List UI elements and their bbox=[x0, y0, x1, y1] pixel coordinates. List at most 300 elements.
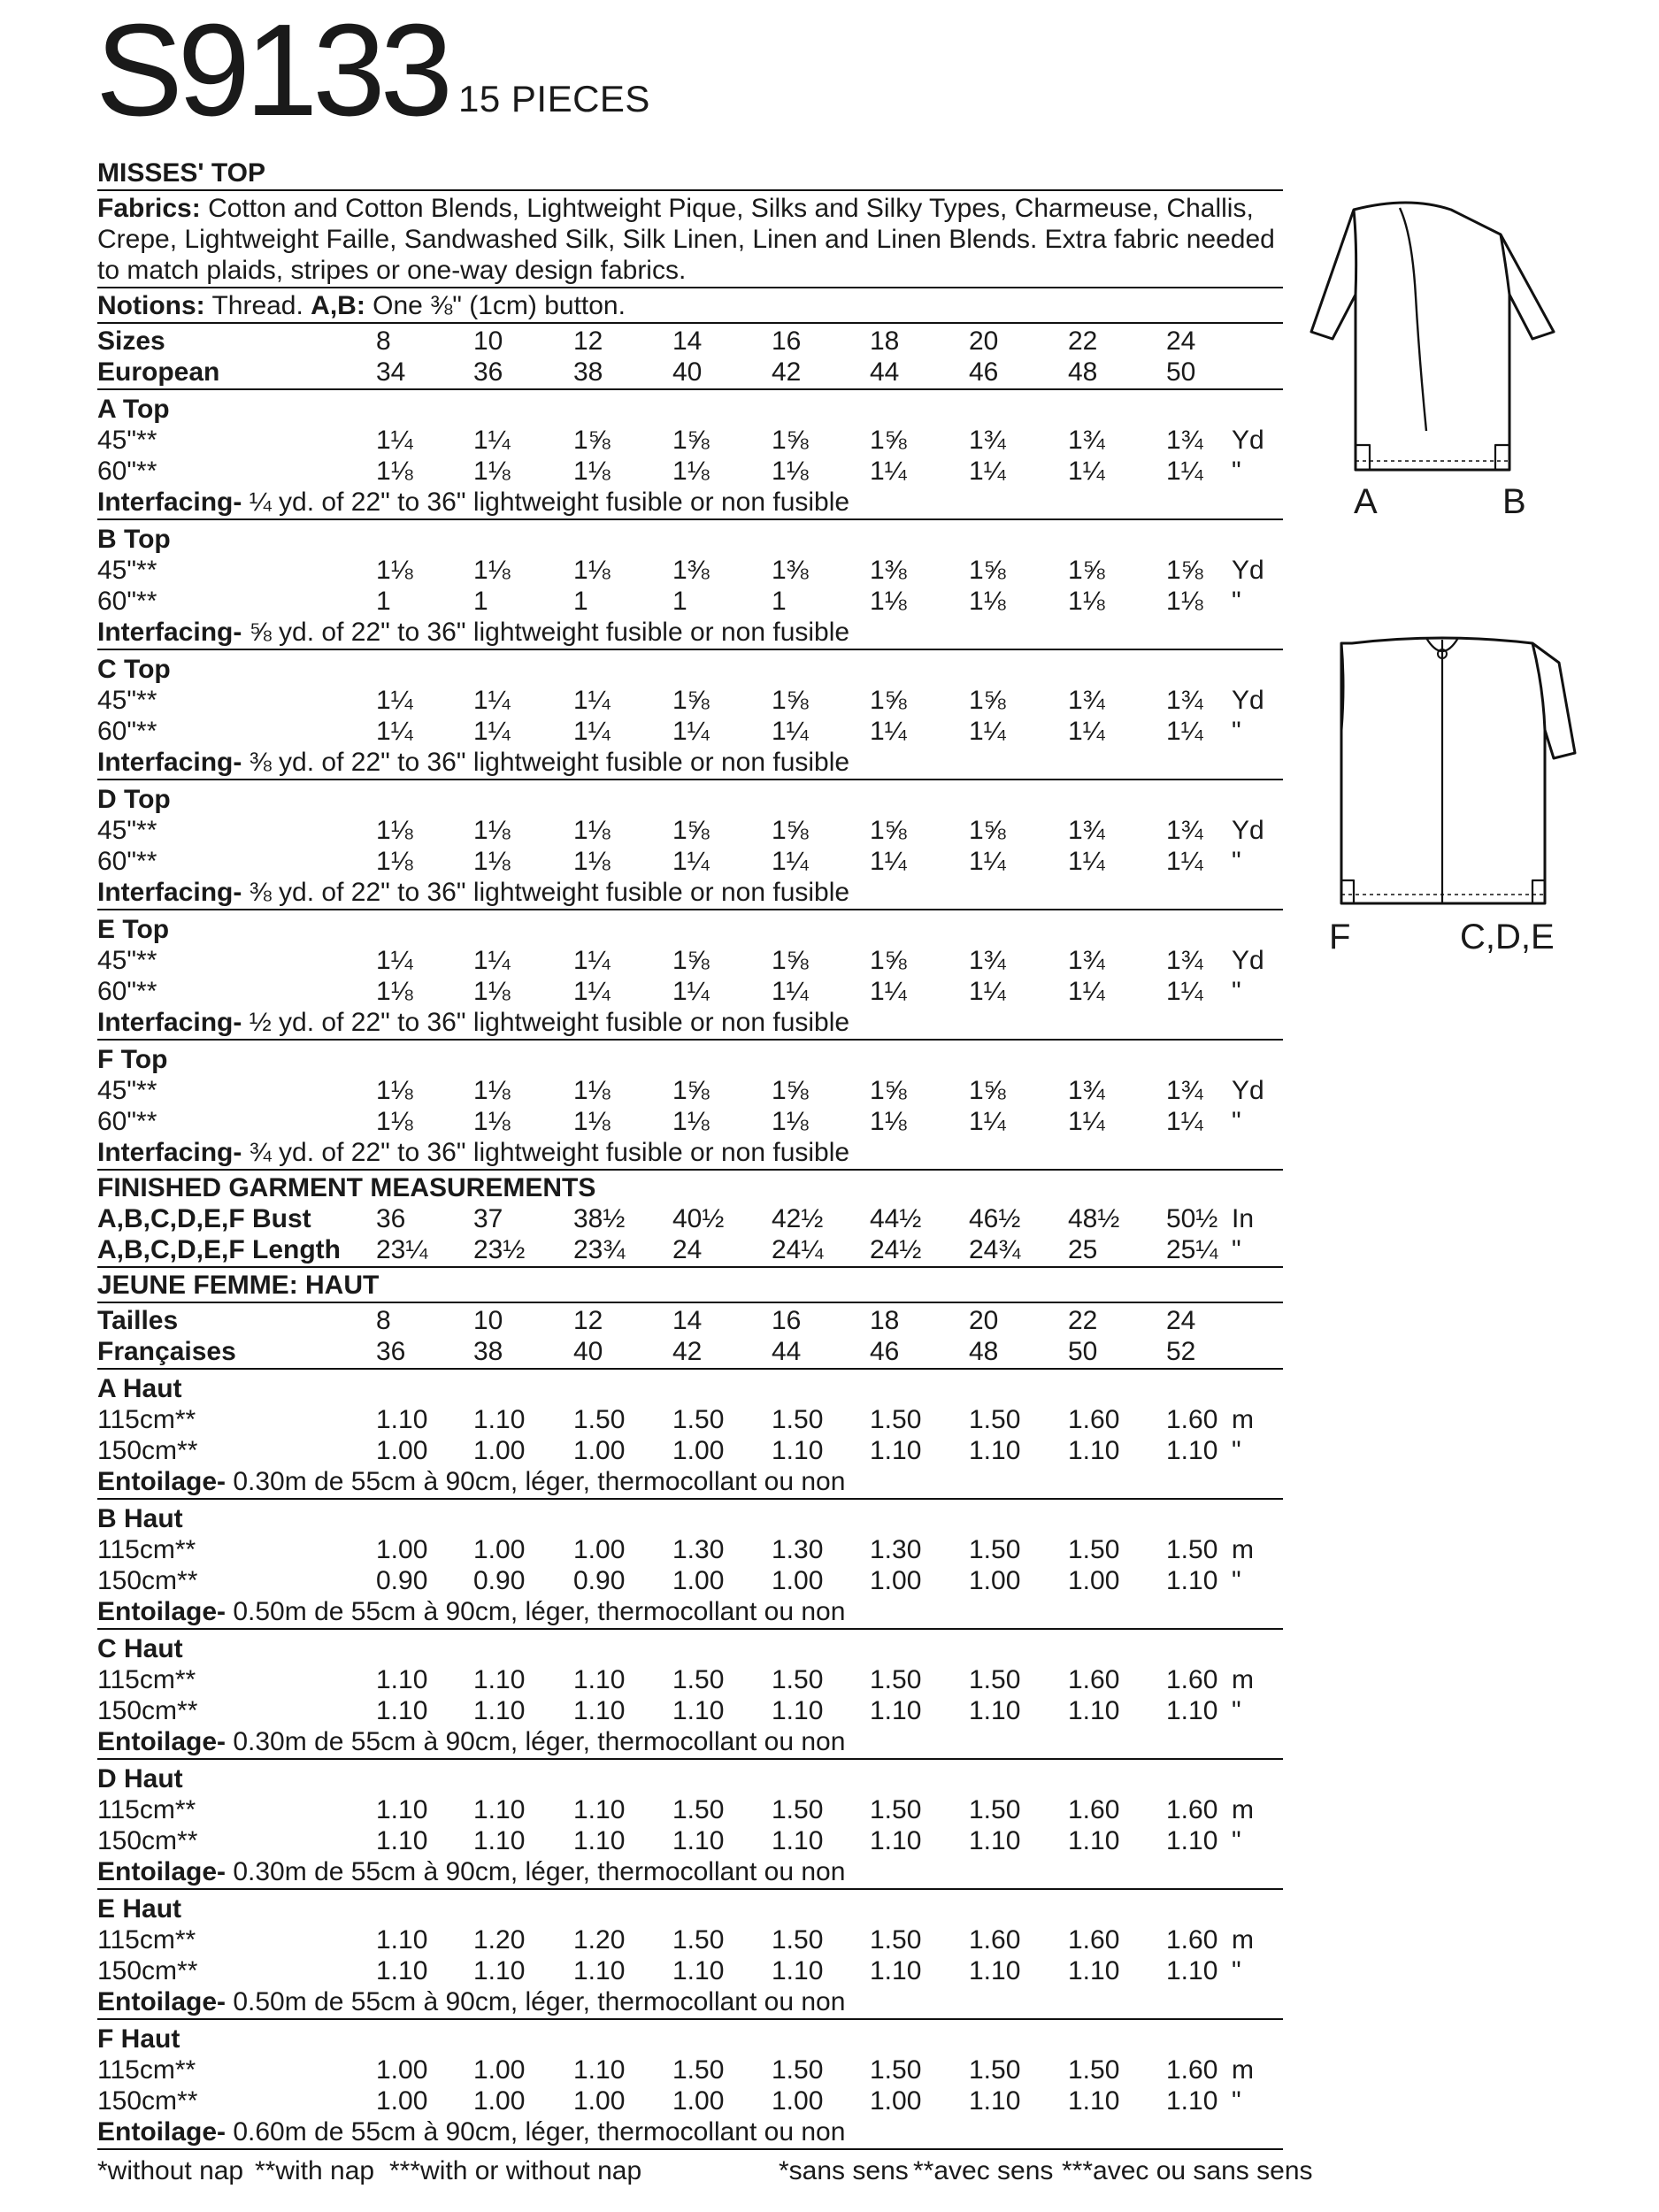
piece-count: 15 PIECES bbox=[458, 78, 650, 119]
row-label: 150cm** bbox=[97, 1826, 198, 1855]
divider bbox=[97, 649, 1283, 650]
size-cell: 0.90 bbox=[376, 1566, 428, 1595]
pattern-number: S9133 bbox=[96, 0, 448, 143]
footnote-fr-3: ***avec ou sans sens bbox=[1062, 2156, 1313, 2185]
interfacing-text: ⅜ yd. of 22" to 36" lightweight fusible or non fusible bbox=[242, 748, 850, 777]
view-block bbox=[97, 1892, 1283, 2017]
size-cell: 40 bbox=[672, 357, 703, 387]
divider bbox=[97, 1169, 1283, 1171]
fabric-width-row bbox=[97, 555, 1283, 586]
fabrics-paragraph bbox=[97, 193, 1283, 286]
size-cell: 14 bbox=[672, 1306, 703, 1335]
size-cell: 16 bbox=[772, 1306, 802, 1335]
yardage-chart bbox=[97, 157, 1313, 2189]
size-cell: 1.50 bbox=[969, 1405, 1021, 1434]
fabric-width-row bbox=[97, 846, 1283, 877]
sizes-table-fr bbox=[97, 1305, 1283, 1367]
size-cell: 1.00 bbox=[573, 1535, 626, 1564]
size-cell: 1¼ bbox=[772, 717, 809, 746]
row-label: 45"** bbox=[97, 686, 157, 715]
section-title-en: MISSES' TOP bbox=[97, 158, 265, 188]
view-title-text: B Haut bbox=[97, 1504, 183, 1533]
front-left-label: A bbox=[1354, 482, 1378, 521]
size-cell: 1.50 bbox=[870, 2055, 922, 2085]
size-cell: 1.30 bbox=[870, 1535, 922, 1564]
size-cell: 1⅛ bbox=[473, 977, 511, 1006]
interfacing-label: Entoilage- bbox=[97, 2117, 227, 2147]
size-cell: 24 bbox=[672, 1235, 703, 1264]
footnote-fr-2: **avec sens bbox=[913, 2156, 1054, 2185]
row-label: 60"** bbox=[97, 847, 157, 876]
view-block bbox=[97, 1632, 1283, 1757]
size-cell: 1¼ bbox=[376, 717, 413, 746]
yardage-views-en bbox=[97, 392, 1283, 1171]
size-cell: 12 bbox=[573, 1306, 603, 1335]
row-label: 150cm** bbox=[97, 1566, 198, 1595]
view-block bbox=[97, 782, 1283, 908]
view-block bbox=[97, 1502, 1283, 1627]
size-cell: 1⅝ bbox=[772, 426, 809, 455]
size-cell: 1¾ bbox=[1068, 1076, 1105, 1105]
view-title-text: C Haut bbox=[97, 1634, 183, 1663]
size-cell: 1⅛ bbox=[376, 556, 413, 585]
row-label: 45"** bbox=[97, 946, 157, 975]
interfacing-line bbox=[97, 617, 1283, 648]
fabric-width-row bbox=[97, 2055, 1283, 2085]
size-cell: 1⅛ bbox=[376, 1107, 413, 1136]
divider bbox=[97, 287, 1283, 288]
interfacing-line bbox=[97, 487, 1283, 518]
view-title bbox=[97, 1044, 1283, 1075]
size-cell: 1⅛ bbox=[473, 1107, 511, 1136]
size-cell: 1.60 bbox=[1166, 1795, 1218, 1824]
fabric-width-row bbox=[97, 2085, 1283, 2116]
size-cell: 1¾ bbox=[1068, 686, 1105, 715]
size-cell: 46½ bbox=[969, 1204, 1021, 1233]
size-cell: 20 bbox=[969, 1306, 999, 1335]
size-cell: 1.10 bbox=[376, 1925, 428, 1955]
interfacing-text: ⅜ yd. of 22" to 36" lightweight fusible or non fusible bbox=[242, 878, 850, 907]
size-cell: 1¾ bbox=[1166, 1076, 1203, 1105]
size-cell: 1⅝ bbox=[969, 1076, 1006, 1105]
view-block bbox=[97, 912, 1283, 1038]
fabric-width-row bbox=[97, 945, 1283, 976]
unit-label: m bbox=[1232, 1405, 1254, 1434]
size-cell: 1⅛ bbox=[1166, 587, 1203, 616]
row-label: 115cm** bbox=[97, 1795, 196, 1824]
size-cell: 1.10 bbox=[1166, 1696, 1218, 1725]
size-cell: 23½ bbox=[473, 1235, 526, 1264]
size-cell: 10 bbox=[473, 1306, 503, 1335]
fabric-width-row bbox=[97, 1955, 1283, 1986]
size-cell: 12 bbox=[573, 326, 603, 356]
size-cell: 1⅛ bbox=[376, 977, 413, 1006]
size-cell: 1.10 bbox=[1166, 1436, 1218, 1465]
size-cell: 1⅛ bbox=[573, 457, 611, 486]
size-cell: 1⅜ bbox=[672, 556, 710, 585]
row-label: 115cm** bbox=[97, 1665, 196, 1694]
divider bbox=[97, 1302, 1283, 1303]
row-label: 45"** bbox=[97, 556, 157, 585]
size-cell: 36 bbox=[376, 1337, 406, 1366]
size-cell: 1.00 bbox=[573, 2086, 626, 2116]
divider bbox=[97, 1266, 1283, 1268]
size-cell: 1.00 bbox=[376, 2055, 428, 2085]
divider bbox=[97, 322, 1283, 324]
size-cell: 10 bbox=[473, 326, 503, 356]
view-block bbox=[97, 522, 1283, 648]
unit-label: " bbox=[1232, 1696, 1241, 1725]
row-label: 150cm** bbox=[97, 1436, 198, 1465]
view-title bbox=[97, 914, 1283, 945]
size-cell: 1¼ bbox=[672, 977, 710, 1006]
size-cell: 1⅛ bbox=[1068, 587, 1105, 616]
size-cell: 1.50 bbox=[870, 1795, 922, 1824]
back-right-label: C,D,E bbox=[1460, 918, 1555, 956]
size-cell: 1⅛ bbox=[573, 1076, 611, 1105]
size-cell: 50½ bbox=[1166, 1204, 1218, 1233]
divider bbox=[97, 1888, 1283, 1890]
size-cell: 1¼ bbox=[1166, 717, 1203, 746]
size-cell: 1.10 bbox=[969, 1956, 1021, 1985]
sizes-row-alt bbox=[97, 1336, 1283, 1367]
size-cell: 1⅝ bbox=[870, 816, 907, 845]
size-cell: 1.00 bbox=[473, 2086, 526, 2116]
size-cell: 1⅝ bbox=[969, 816, 1006, 845]
size-cell: 1¼ bbox=[376, 946, 413, 975]
view-title-text: B Top bbox=[97, 525, 171, 554]
size-cell: 1⅛ bbox=[473, 816, 511, 845]
size-cell: 42 bbox=[672, 1337, 703, 1366]
unit-label: m bbox=[1232, 1795, 1254, 1824]
size-cell: 1⅜ bbox=[870, 556, 907, 585]
divider bbox=[97, 189, 1283, 191]
size-cell: 1.10 bbox=[870, 1696, 922, 1725]
size-cell: 1⅛ bbox=[573, 556, 611, 585]
interfacing-label: Interfacing- bbox=[97, 488, 242, 517]
size-cell: 1¼ bbox=[969, 847, 1006, 876]
size-cell: 1.60 bbox=[1068, 1665, 1120, 1694]
size-cell: 1.10 bbox=[1068, 1956, 1120, 1985]
sizes-row bbox=[97, 1305, 1283, 1336]
size-cell: 1.10 bbox=[1068, 1436, 1120, 1465]
size-cell: 1.00 bbox=[672, 1436, 725, 1465]
view-title bbox=[97, 784, 1283, 815]
size-cell: 14 bbox=[672, 326, 703, 356]
size-cell: 1.50 bbox=[772, 2055, 824, 2085]
interfacing-line bbox=[97, 1726, 1283, 1757]
unit-label: " bbox=[1232, 977, 1241, 1006]
row-label: 45"** bbox=[97, 426, 157, 455]
back-top-drawing bbox=[1327, 633, 1601, 911]
size-cell: 1⅛ bbox=[870, 1107, 907, 1136]
size-cell: 1¼ bbox=[772, 847, 809, 876]
row-label: Françaises bbox=[97, 1337, 236, 1366]
row-label: 60"** bbox=[97, 457, 157, 486]
size-cell: 1¼ bbox=[969, 457, 1006, 486]
size-cell: 50 bbox=[1068, 1337, 1098, 1366]
size-cell: 1⅛ bbox=[969, 587, 1006, 616]
size-cell: 1.10 bbox=[573, 1696, 626, 1725]
size-cell: 1.10 bbox=[573, 1956, 626, 1985]
size-cell: 1.10 bbox=[1166, 1826, 1218, 1855]
divider bbox=[97, 2148, 1283, 2150]
view-block bbox=[97, 1371, 1283, 1497]
size-cell: 1.50 bbox=[969, 1795, 1021, 1824]
size-cell: 38½ bbox=[573, 1204, 626, 1233]
divider bbox=[97, 1368, 1283, 1370]
unit-label: Yd bbox=[1232, 426, 1264, 455]
size-cell: 1 bbox=[473, 587, 488, 616]
size-cell: 42½ bbox=[772, 1204, 824, 1233]
fabric-width-row bbox=[97, 716, 1283, 747]
divider bbox=[97, 2018, 1283, 2020]
view-block bbox=[97, 652, 1283, 778]
unit-label: " bbox=[1232, 847, 1241, 876]
size-cell: 37 bbox=[473, 1204, 503, 1233]
interfacing-line bbox=[97, 1007, 1283, 1038]
finished-measurements bbox=[97, 1172, 1283, 1265]
unit-label: " bbox=[1232, 1235, 1241, 1264]
size-cell: 1.10 bbox=[376, 1696, 428, 1725]
size-cell: 1¼ bbox=[376, 686, 413, 715]
size-cell: 1.10 bbox=[376, 1956, 428, 1985]
size-cell: 1⅝ bbox=[772, 686, 809, 715]
fabric-width-row bbox=[97, 1695, 1283, 1726]
size-cell: 1⅛ bbox=[772, 457, 809, 486]
row-label: 150cm** bbox=[97, 1696, 198, 1725]
size-cell: 1.00 bbox=[573, 1436, 626, 1465]
size-cell: 1.50 bbox=[870, 1405, 922, 1434]
size-cell: 1¼ bbox=[1068, 847, 1105, 876]
row-label: 150cm** bbox=[97, 1956, 198, 1985]
footnote-fr-1: *sans sens bbox=[779, 2156, 909, 2185]
size-cell: 34 bbox=[376, 357, 406, 387]
size-cell: 40½ bbox=[672, 1204, 725, 1233]
size-cell: 1.10 bbox=[376, 1665, 428, 1694]
measurement-row bbox=[97, 1203, 1283, 1234]
view-block bbox=[97, 392, 1283, 518]
interfacing-text: ¾ yd. of 22" to 36" lightweight fusible or non fusible bbox=[242, 1138, 850, 1167]
size-cell: 1.10 bbox=[672, 1956, 725, 1985]
size-cell: 48 bbox=[1068, 357, 1098, 387]
size-cell: 1.60 bbox=[1166, 1665, 1218, 1694]
size-cell: 1¼ bbox=[1068, 457, 1105, 486]
fabric-width-row bbox=[97, 815, 1283, 846]
size-cell: 1.00 bbox=[1068, 1566, 1120, 1595]
size-cell: 1⅝ bbox=[772, 816, 809, 845]
unit-label: Yd bbox=[1232, 946, 1264, 975]
size-cell: 1.00 bbox=[473, 1535, 526, 1564]
size-cell: 1⅝ bbox=[672, 686, 710, 715]
size-cell: 24½ bbox=[870, 1235, 922, 1264]
fabrics-text: Cotton and Cotton Blends, Lightweight Pique, Silks and Silky Types, Charmeuse, Challis, Crepe, Lightweight Faille, Sandwashed Silk, Silk Linen, Linen and Linen Blends. Extra fabric needed to match plaids, stripes or one-way design fabrics. bbox=[97, 194, 1275, 285]
unit-label: " bbox=[1232, 1956, 1241, 1985]
size-cell: 1.00 bbox=[969, 1566, 1021, 1595]
size-cell: 1.50 bbox=[969, 1535, 1021, 1564]
size-cell: 1⅛ bbox=[473, 847, 511, 876]
divider bbox=[97, 1758, 1283, 1760]
interfacing-text: 0.50m de 55cm à 90cm, léger, thermocollant ou non bbox=[226, 1987, 846, 2016]
view-block bbox=[97, 2022, 1283, 2147]
size-cell: 1¾ bbox=[1068, 816, 1105, 845]
unit-label: Yd bbox=[1232, 686, 1264, 715]
view-title bbox=[97, 2024, 1283, 2055]
size-cell: 1.10 bbox=[1166, 2086, 1218, 2116]
size-cell: 1¾ bbox=[1068, 946, 1105, 975]
notions-line bbox=[97, 290, 1283, 321]
size-cell: 1¼ bbox=[1166, 847, 1203, 876]
size-cell: 1¼ bbox=[772, 977, 809, 1006]
size-cell: 1.50 bbox=[672, 1925, 725, 1955]
size-cell: 1.10 bbox=[376, 1405, 428, 1434]
row-label: 115cm** bbox=[97, 1405, 196, 1434]
measurement-row bbox=[97, 1234, 1283, 1265]
size-cell: 24 bbox=[1166, 1306, 1196, 1335]
size-cell: 1⅝ bbox=[772, 1076, 809, 1105]
size-cell: 24¼ bbox=[772, 1235, 824, 1264]
size-cell: 1.00 bbox=[870, 2086, 922, 2116]
size-cell: 1¼ bbox=[870, 717, 907, 746]
size-cell: 46 bbox=[870, 1337, 900, 1366]
view-title-text: E Haut bbox=[97, 1894, 182, 1924]
size-cell: 1.30 bbox=[772, 1535, 824, 1564]
front-view-illustration bbox=[1301, 199, 1593, 521]
size-cell: 1¼ bbox=[672, 717, 710, 746]
notions-ab-label: A,B: bbox=[311, 291, 365, 320]
size-cell: 20 bbox=[969, 326, 999, 356]
size-cell: 1⅝ bbox=[672, 1076, 710, 1105]
unit-label: m bbox=[1232, 1665, 1254, 1694]
size-cell: 1¼ bbox=[473, 717, 511, 746]
interfacing-line bbox=[97, 1137, 1283, 1168]
fabric-width-row bbox=[97, 456, 1283, 487]
size-cell: 1.50 bbox=[870, 1925, 922, 1955]
size-cell: 1.10 bbox=[1166, 1956, 1218, 1985]
row-label: 115cm** bbox=[97, 1535, 196, 1564]
row-label: A,B,C,D,E,F Length bbox=[97, 1235, 341, 1264]
size-cell: 1¾ bbox=[969, 426, 1006, 455]
footnote-en-2: **with nap bbox=[255, 2156, 375, 2185]
size-cell: 1.60 bbox=[1166, 1925, 1218, 1955]
unit-label: " bbox=[1232, 1826, 1241, 1855]
view-title bbox=[97, 1503, 1283, 1534]
size-cell: 25 bbox=[1068, 1235, 1098, 1264]
size-cell: 1⅝ bbox=[672, 426, 710, 455]
view-title-text: A Top bbox=[97, 395, 170, 424]
size-cell: 1¼ bbox=[969, 977, 1006, 1006]
size-cell: 1⅝ bbox=[672, 816, 710, 845]
size-cell: 1.10 bbox=[672, 1696, 725, 1725]
size-cell: 1⅜ bbox=[772, 556, 809, 585]
size-cell: 1.10 bbox=[1068, 1696, 1120, 1725]
unit-label: m bbox=[1232, 2055, 1254, 2085]
interfacing-text: 0.60m de 55cm à 90cm, léger, thermocollant ou non bbox=[226, 2117, 846, 2147]
size-cell: 1.00 bbox=[672, 1566, 725, 1595]
size-cell: 36 bbox=[376, 1204, 406, 1233]
footnotes bbox=[97, 2154, 1313, 2189]
size-cell: 1.00 bbox=[376, 1535, 428, 1564]
size-cell: 1⅛ bbox=[772, 1107, 809, 1136]
view-block bbox=[97, 1042, 1283, 1168]
section-title-fr: JEUNE FEMME: HAUT bbox=[97, 1271, 380, 1300]
interfacing-label: Interfacing- bbox=[97, 1138, 242, 1167]
fabric-width-row bbox=[97, 1534, 1283, 1565]
size-cell: 1¼ bbox=[573, 717, 611, 746]
size-cell: 1.20 bbox=[573, 1925, 626, 1955]
divider bbox=[97, 388, 1283, 390]
view-title-text: F Haut bbox=[97, 2024, 180, 2054]
interfacing-label: Entoilage- bbox=[97, 1857, 227, 1886]
interfacing-text: 0.30m de 55cm à 90cm, léger, thermocollant ou non bbox=[226, 1857, 846, 1886]
view-title bbox=[97, 1633, 1283, 1664]
view-title-text: C Top bbox=[97, 655, 171, 684]
size-cell: 1.00 bbox=[772, 1566, 824, 1595]
unit-label: m bbox=[1232, 1925, 1254, 1955]
size-cell: 1⅝ bbox=[870, 426, 907, 455]
size-cell: 18 bbox=[870, 1306, 900, 1335]
size-cell: 1.60 bbox=[1068, 1925, 1120, 1955]
size-cell: 1.00 bbox=[376, 2086, 428, 2116]
divider bbox=[97, 779, 1283, 780]
size-cell: 1⅛ bbox=[376, 816, 413, 845]
size-cell: 48½ bbox=[1068, 1204, 1120, 1233]
interfacing-text: ½ yd. of 22" to 36" lightweight fusible or non fusible bbox=[242, 1008, 850, 1037]
size-cell: 1⅛ bbox=[672, 457, 710, 486]
unit-label: Yd bbox=[1232, 1076, 1264, 1105]
unit-label: " bbox=[1232, 1566, 1241, 1595]
divider bbox=[97, 909, 1283, 910]
size-cell: 1⅝ bbox=[1068, 556, 1105, 585]
size-cell: 1.50 bbox=[1166, 1535, 1218, 1564]
view-title bbox=[97, 654, 1283, 685]
size-cell: 1¾ bbox=[1166, 816, 1203, 845]
size-cell: 1⅛ bbox=[473, 457, 511, 486]
size-cell: 1.50 bbox=[969, 1665, 1021, 1694]
interfacing-label: Interfacing- bbox=[97, 878, 242, 907]
size-cell: 1¼ bbox=[1166, 1107, 1203, 1136]
sizes-table-en bbox=[97, 326, 1283, 388]
row-label: A,B,C,D,E,F Bust bbox=[97, 1204, 311, 1233]
size-cell: 1.10 bbox=[870, 1436, 922, 1465]
size-cell: 1.00 bbox=[473, 2055, 526, 2085]
interfacing-label: Entoilage- bbox=[97, 1987, 227, 2016]
size-cell: 1 bbox=[672, 587, 687, 616]
size-cell: 8 bbox=[376, 1306, 391, 1335]
notions-text: Thread. bbox=[211, 291, 311, 320]
size-cell: 1¼ bbox=[870, 847, 907, 876]
interfacing-line bbox=[97, 1466, 1283, 1497]
size-cell: 1¼ bbox=[473, 946, 511, 975]
size-cell: 0.90 bbox=[473, 1566, 526, 1595]
size-cell: 46 bbox=[969, 357, 999, 387]
fabric-width-row bbox=[97, 425, 1283, 456]
view-title bbox=[97, 394, 1283, 425]
size-cell: 1.10 bbox=[573, 1795, 626, 1824]
size-cell: 1.10 bbox=[573, 2055, 626, 2085]
size-cell: 1¼ bbox=[573, 686, 611, 715]
size-cell: 1 bbox=[772, 587, 787, 616]
size-cell: 1⅝ bbox=[969, 556, 1006, 585]
size-cell: 1.10 bbox=[772, 1436, 824, 1465]
size-cell: 22 bbox=[1068, 1306, 1098, 1335]
size-cell: 1.10 bbox=[772, 1826, 824, 1855]
unit-label: Yd bbox=[1232, 556, 1264, 585]
row-label: 45"** bbox=[97, 816, 157, 845]
interfacing-text: ¼ yd. of 22" to 36" lightweight fusible or non fusible bbox=[242, 488, 850, 517]
size-cell: 1.50 bbox=[672, 1795, 725, 1824]
size-cell: 1.00 bbox=[473, 1436, 526, 1465]
